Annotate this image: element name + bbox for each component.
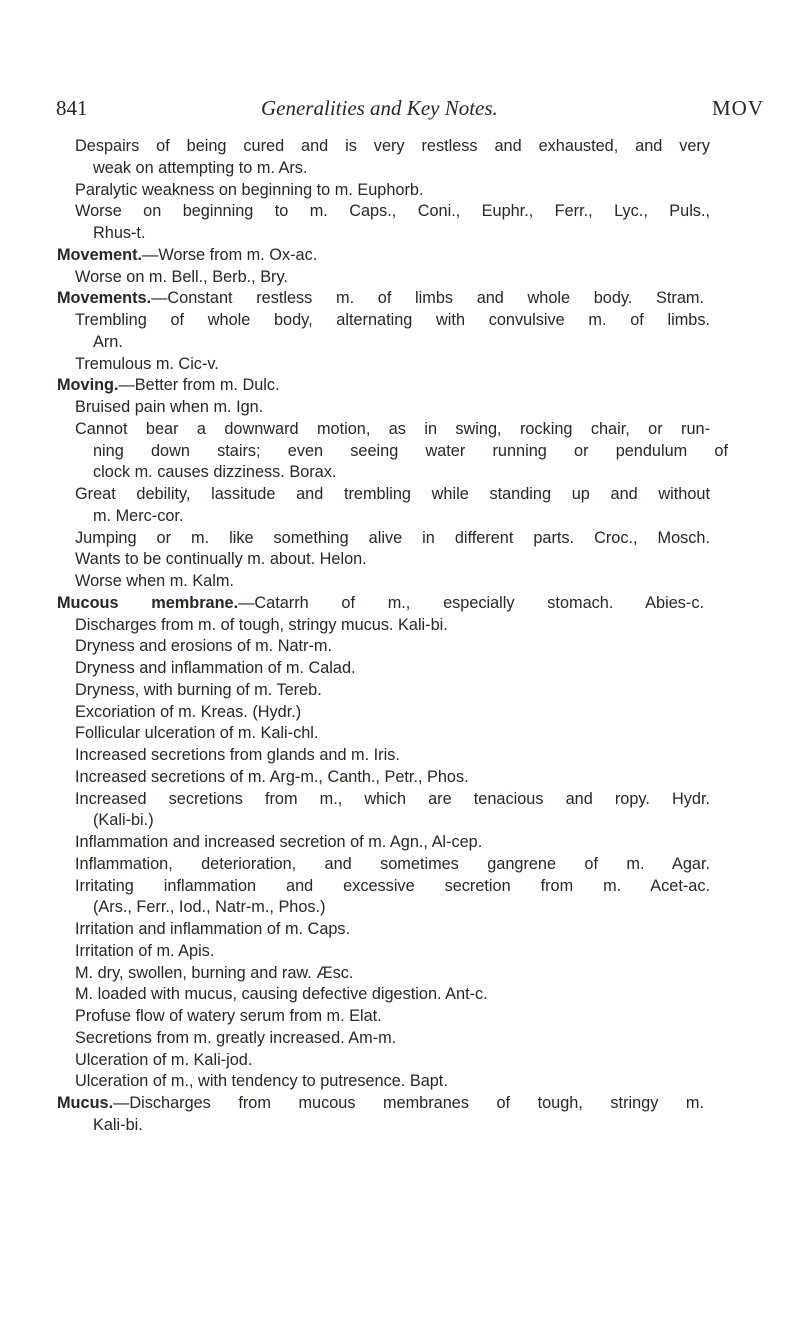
index-entry-line [0,767,800,789]
entry-text: —Discharges from mucous membranes of tough, stringy m. [113,1094,704,1112]
entry-text: —Better from m. Dulc. [118,376,280,395]
entry-text: Worse on beginning to m. Caps., Coni., Euphr., Ferr., Lyc., Puls., [75,202,710,221]
entry-text: Irritation of m. Apis. [75,941,215,960]
index-entry-line [0,1028,800,1050]
entry-text: ning down stairs; even seeing water running or pendulum of [93,441,728,460]
entry-heading: Mucous membrane. [57,593,239,612]
index-entry-line [0,1050,800,1072]
index-entry-line [0,549,800,571]
index-entry-heading-line [0,593,704,615]
entry-text: Worse on m. Bell., Berb., Bry. [75,267,288,286]
index-entry-line [0,180,800,202]
index-entry-line [0,571,800,593]
entry-heading: Moving. [57,376,119,395]
entry-text: Kali-bi. [93,1115,143,1134]
entry-text: M. dry, swollen, burning and raw. Æsc. [75,963,354,982]
index-entry-line [0,615,800,637]
index-entry-line [0,897,800,919]
entry-text: Increased secretions from glands and m. Iris. [75,746,400,764]
entry-text: Discharges from m. of tough, stringy mucus. Kali-bi. [75,615,448,634]
index-entry-line [0,702,800,724]
index-entry-line [0,832,800,854]
entry-text: Profuse flow of watery serum from m. Elat. [75,1007,382,1025]
index-entry-line [0,745,800,767]
entry-text: —Catarrh of m., especially stomach. Abies-c. [238,593,704,612]
index-entry-line [0,441,728,463]
entry-text: Ulceration of m., with tendency to putresence. Bapt. [75,1072,448,1091]
entry-text: Despairs of being cured and is very restless and exhausted, and very [75,137,710,155]
entry-text: Irritation and inflammation of m. Caps. [75,920,351,938]
entry-text: Wants to be continually m. about. Helon. [75,550,367,569]
entry-text: (Ars., Ferr., Iod., Natr-m., Phos.) [93,898,326,917]
index-entry-line [0,419,710,441]
entry-text: Tremulous m. Cic-v. [75,354,219,373]
entry-text: Inflammation, deterioration, and sometimes gangrene of m. Agar. [75,854,710,873]
index-entry-line [0,658,800,680]
entry-text: Bruised pain when m. Ign. [75,398,264,416]
entry-text: Dryness and erosions of m. Natr-m. [75,637,332,656]
index-entry-line [0,397,800,419]
index-entry-line [0,919,800,941]
index-entry-line [0,876,710,898]
index-entry-line [0,963,800,985]
index-entry-line [0,201,710,223]
page-number: 841 [56,96,88,120]
entry-heading: Movement. [57,245,143,264]
entry-text: Jumping or m. like something alive in different parts. Croc., Mosch. [75,528,710,547]
running-title: Generalities and Key Notes. [261,96,498,120]
index-entry-line [0,810,800,832]
page-header [56,96,764,126]
index-entry-line [0,854,710,876]
entry-text: Ulceration of m. Kali-jod. [75,1050,253,1069]
entry-text: Great debility, lassitude and trembling while standing up and without [75,485,710,503]
index-entry-line [0,789,710,811]
entry-text: Follicular ulceration of m. Kali-chl. [75,724,319,743]
index-entry-line [0,984,800,1006]
entry-text: Cannot bear a downward motion, as in swing, rocking chair, or run- [75,419,710,438]
entry-text: Irritating inflammation and excessive secretion from m. Acet-ac. [75,876,710,895]
index-entry-line [0,267,800,289]
entry-text: m. Merc-cor. [93,506,184,525]
index-entry-heading-line [0,288,704,310]
entry-text: weak on attempting to m. Ars. [93,158,308,177]
index-entry-line [0,680,800,702]
index-entry-line [0,310,710,332]
entry-heading: Mucus. [57,1094,114,1112]
entry-text: Worse when m. Kalm. [75,572,234,590]
index-body [0,136,800,1137]
index-entry-line [0,332,800,354]
entry-text: —Constant restless m. of limbs and whole body. Stram. [151,289,704,308]
index-entry-line [0,354,800,376]
entry-text: (Kali-bi.) [93,811,154,830]
entry-text: —Worse from m. Ox-ac. [142,245,318,264]
entry-heading: Movements. [57,289,152,308]
entry-text: Secretions from m. greatly increased. Am-m. [75,1028,397,1047]
index-entry-heading-line [0,245,800,267]
index-entry-line [0,636,800,658]
index-entry-line [0,1006,800,1028]
entry-text: Arn. [93,332,123,351]
entry-text: M. loaded with mucus, causing defective digestion. Ant-c. [75,985,488,1004]
entry-text: Increased secretions from m., which are tenacious and ropy. Hydr. [75,789,710,808]
entry-text: Paralytic weakness on beginning to m. Euphorb. [75,180,424,199]
entry-text: Inflammation and increased secretion of m. Agn., Al-cep. [75,833,483,851]
index-entry-line [0,941,800,963]
index-entry-line [0,506,800,528]
index-entry-line [0,484,710,506]
entry-text: Dryness and inflammation of m. Calad. [75,659,356,677]
index-entry-line [0,462,800,484]
entry-text: Increased secretions of m. Arg-m., Canth., Petr., Phos. [75,767,469,786]
entry-text: clock m. causes dizziness. Borax. [93,463,337,482]
index-entry-heading-line [0,375,800,397]
index-entry-line [0,1115,800,1137]
index-entry-line [0,723,800,745]
entry-text: Excoriation of m. Kreas. (Hydr.) [75,702,302,721]
index-entry-heading-line [0,1093,704,1115]
index-entry-line [0,528,710,550]
guide-word: MOV [711,96,764,120]
index-entry-line [0,136,710,158]
index-entry-line [0,1071,800,1093]
index-entry-line [0,158,800,180]
entry-text: Dryness, with burning of m. Tereb. [75,680,322,699]
entry-text: Trembling of whole body, alternating with convulsive m. of limbs. [75,311,710,329]
index-entry-line [0,223,800,245]
entry-text: Rhus-t. [93,224,146,242]
